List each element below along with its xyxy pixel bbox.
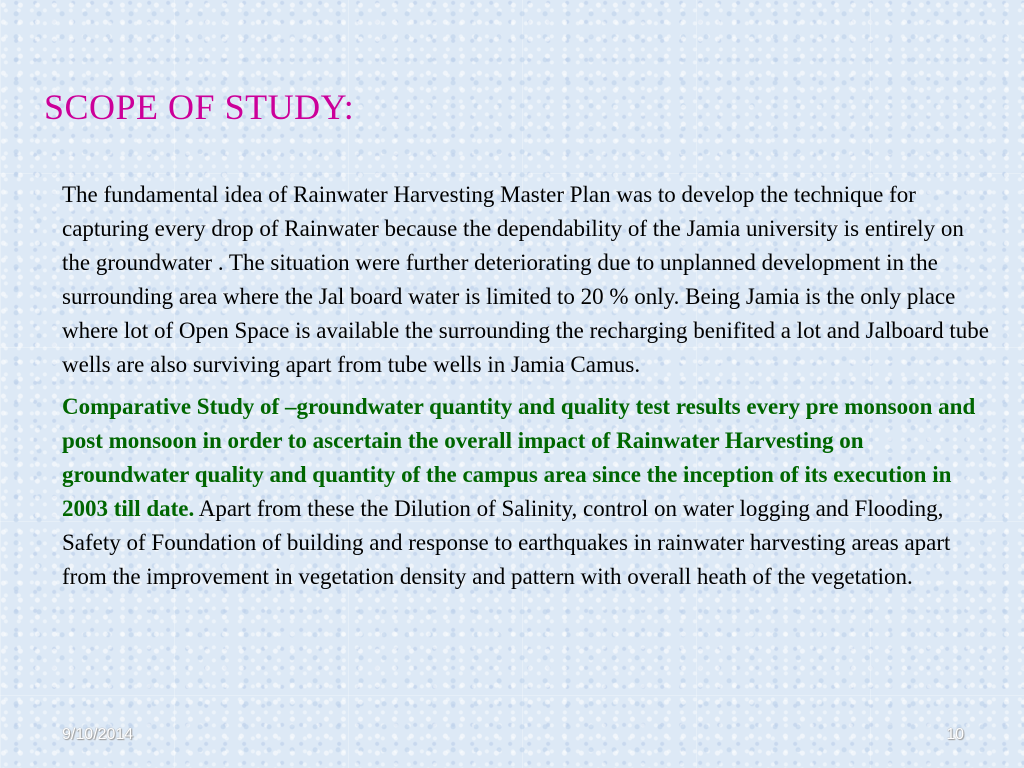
slide-body — [62, 178, 992, 602]
highlighted-text: Comparative Study of –groundwater quantity and quality test results every pre monsoon and post monsoon in order to ascertain the overall impact of Rainwater Harvesting on groundwater quality and quantity of the campus area since the inception of its execution in 2003 till date. — [62, 394, 976, 521]
paragraph-comparative-study — [62, 390, 992, 594]
paragraph-continuation: Apart from these the Dilution of Salinity, control on water logging and Flooding, Safety of Foundation of building and response to earthquakes in rainwater harvesting areas apart from the improvement in vegetation density and pattern with overall heath of the vegetation. — [62, 496, 951, 589]
paragraph-intro: The fundamental idea of Rainwater Harvesting Master Plan was to develop the technique for capturing every drop of Rainwater because the dependability of the Jamia university is entirely on the groundwater . The situation were further deteriorating due to unplanned development in the surrounding area where the Jal board water is limited to 20 % only. Being Jamia is the only place where lot of Open Space is available the surrounding the recharging benifited a lot and Jalboard tube wells are also surviving apart from tube wells in Jamia Camus. — [62, 182, 989, 377]
footer-date: 9/10/2014 — [62, 726, 134, 743]
slide-title: SCOPE OF STUDY: — [44, 87, 355, 127]
page-number: 10 — [946, 726, 964, 743]
